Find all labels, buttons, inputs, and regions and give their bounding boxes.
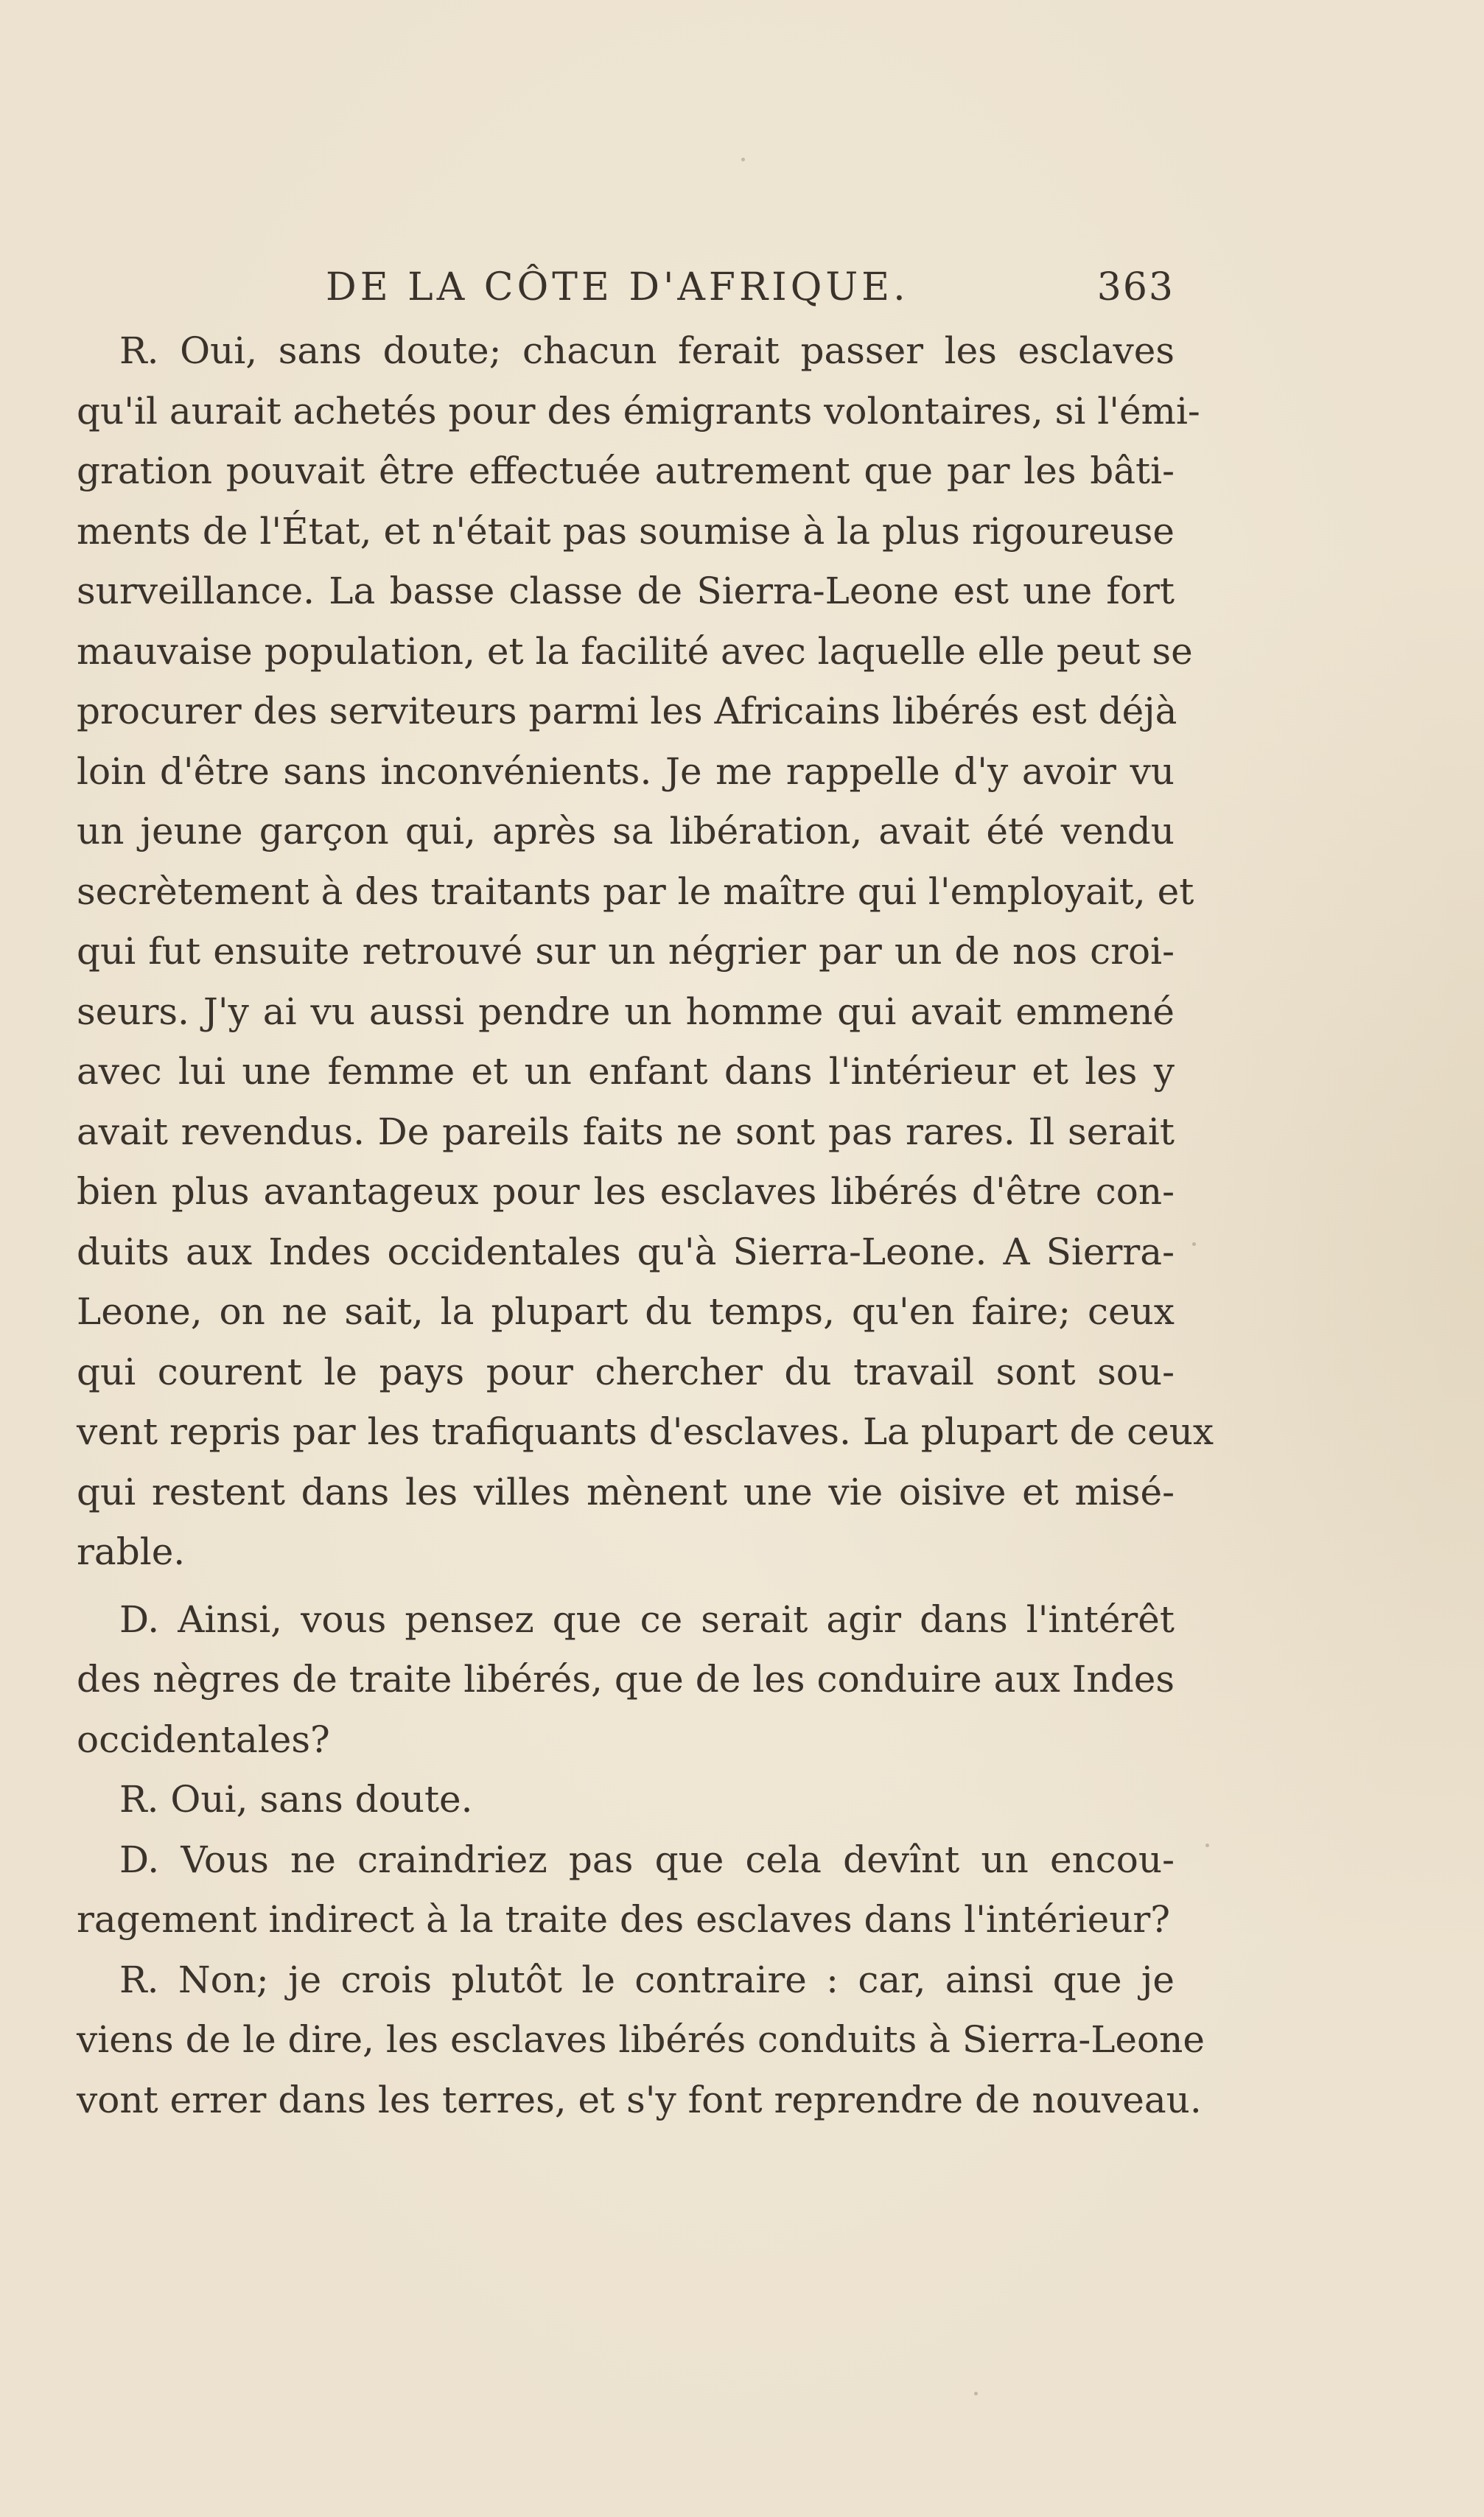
text-line: R. Non; je crois plutôt le contraire : car, ainsi que je: [119, 1958, 1175, 2001]
paper-speck: [1192, 1242, 1196, 1246]
text-line: ments de l'État, et n'était pas soumise à la plus rigoureuse: [77, 509, 1175, 553]
text-line: occidentales?: [77, 1718, 330, 1761]
text-line: Leone, on ne sait, la plupart du temps, qu'en faire; ceux: [77, 1290, 1175, 1333]
running-head: [77, 259, 1175, 315]
paper-speck: [741, 158, 745, 161]
text-line: procurer des serviteurs parmi les Africains libérés est déjà: [77, 690, 1177, 732]
text-line: qu'il aurait achetés pour des émigrants volontaires, si l'émi-: [77, 389, 1200, 433]
paper-speck: [974, 2392, 978, 2395]
text-line: D. Vous ne craindriez pas que cela devînt un encou-: [119, 1838, 1175, 1881]
text-line: R. Oui, sans doute; chacun ferait passer les esclaves: [119, 329, 1175, 372]
text-line: secrètement à des traitants par le maître qui l'employait, et: [77, 869, 1194, 913]
text-line: qui restent dans les villes mènent une vie oisive et misé-: [77, 1470, 1175, 1513]
text-line: rable.: [77, 1530, 186, 1573]
text-line: gration pouvait être effectuée autrement que par les bâti-: [77, 449, 1175, 492]
text-line: R. Oui, sans doute.: [119, 1778, 473, 1821]
text-line: qui fut ensuite retrouvé sur un négrier par un de nos croi-: [77, 930, 1175, 973]
text-line: vent repris par les trafiquants d'esclaves. La plupart de ceux: [77, 1410, 1214, 1453]
text-line: surveillance. La basse classe de Sierra-Leone est une fort: [77, 570, 1175, 612]
text-line: avait revendus. De pareils faits ne sont pas rares. Il serait: [77, 1110, 1175, 1153]
body-text: [77, 321, 1214, 2130]
text-line: des nègres de traite libérés, que de les conduire aux Indes: [77, 1658, 1175, 1701]
text-line: ragement indirect à la traite des esclaves dans l'intérieur?: [77, 1898, 1171, 1941]
text-line: avec lui une femme et un enfant dans l'intérieur et les y: [77, 1050, 1175, 1093]
text-line: un jeune garçon qui, après sa libération, avait été vendu: [77, 810, 1175, 853]
text-line: viens de le dire, les esclaves libérés conduits à Sierra-Leone: [77, 2018, 1205, 2061]
text-line: seurs. J'y ai vu aussi pendre un homme qui avait emmené: [77, 990, 1175, 1033]
text-line: vont errer dans les terres, et s'y font reprendre de nouveau.: [77, 2078, 1202, 2121]
running-title: DE LA CÔTE D'AFRIQUE.: [326, 265, 909, 309]
paper-speck: [1205, 1844, 1209, 1847]
page-number: 363: [1096, 265, 1175, 309]
text-line: loin d'être sans inconvénients. Je me rappelle d'y avoir vu: [77, 749, 1175, 793]
text-line: D. Ainsi, vous pensez que ce serait agir dans l'intérêt: [119, 1597, 1175, 1641]
text-line: duits aux Indes occidentales qu'à Sierra-Leone. A Sierra-: [77, 1230, 1175, 1273]
text-line: bien plus avantageux pour les esclaves libérés d'être con-: [77, 1170, 1175, 1213]
text-line: mauvaise population, et la facilité avec laquelle elle peut se: [77, 629, 1193, 673]
text-line: qui courent le pays pour chercher du travail sont sou-: [77, 1350, 1175, 1393]
